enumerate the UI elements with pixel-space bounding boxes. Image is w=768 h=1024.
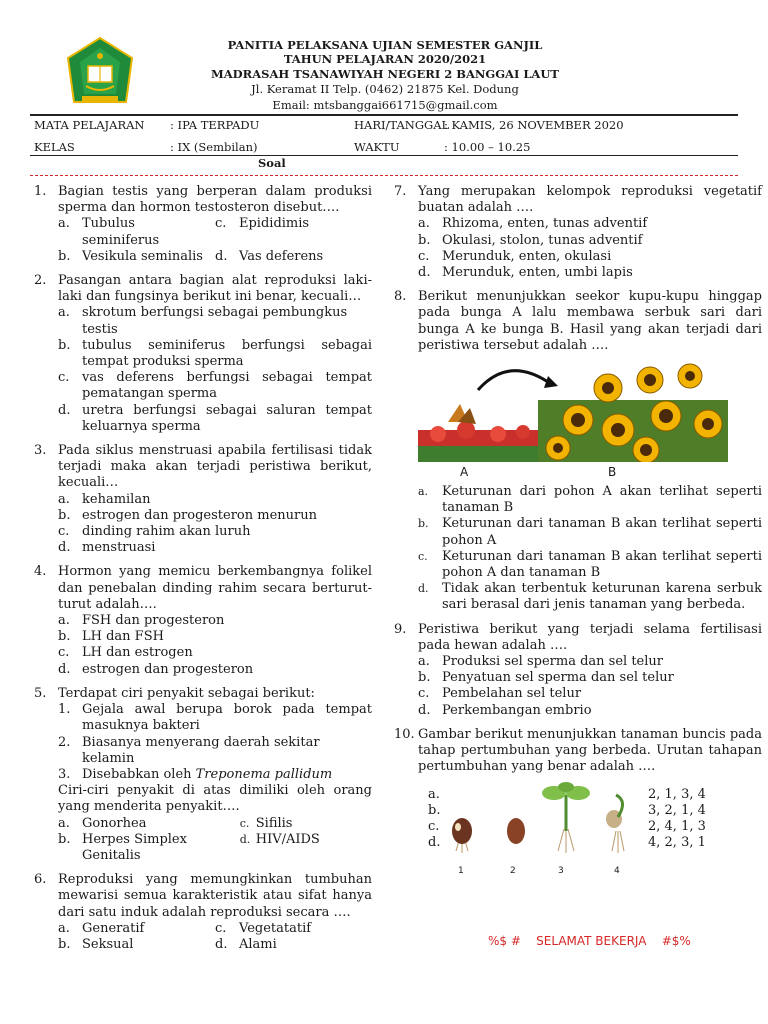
option-a[interactable]: a. Produksi sel sperma dan sel telur — [418, 654, 663, 670]
option-a[interactable]: a. Keturunan dari pohon A akan terlihat seperti tanaman B — [418, 484, 762, 516]
right-column — [394, 184, 762, 885]
option-c[interactable]: c. Sifilis — [239, 815, 293, 831]
class-value: : IX (Sembilan) — [170, 140, 258, 154]
feature-2: 2. Biasanya menyerang daerah sekitar kelamin — [58, 734, 320, 766]
question-number: 3. — [34, 443, 47, 459]
label-flower-a: A — [460, 465, 469, 480]
question-number: 10. — [394, 726, 415, 742]
option-d[interactable]: 4, 2, 3, 1 — [648, 835, 706, 851]
option-c[interactable]: 2, 4, 1, 3 — [648, 819, 706, 835]
option-c[interactable]: c. vas deferens berfungsi sebagai tempat pematangan sperma — [58, 370, 372, 402]
option-b[interactable]: b. estrogen dan progesteron menurun — [58, 507, 317, 523]
question-5 — [34, 686, 372, 864]
option-c[interactable]: c. dinding rahim akan luruh — [58, 524, 251, 540]
dashed-divider — [30, 175, 738, 176]
footer-greeting: %$ # SELAMAT BEKERJA #$% — [488, 934, 691, 948]
question-number: 1. — [34, 184, 47, 199]
answer-options — [648, 787, 706, 851]
feature-1: 1. Gejala awal berupa borok pada tempat masuknya bakteri — [58, 702, 372, 734]
option-d[interactable]: d. menstruasi — [58, 540, 156, 556]
header-address: Jl. Keramat II Telp. (0462) 21875 Kel. Dodung — [251, 82, 519, 96]
option-d[interactable]: d. Tidak akan terbentuk keturunan karena serbuk sari berasal dari jenis tanaman yang berbeda. — [418, 581, 762, 613]
option-a[interactable]: a. kehamilan — [58, 491, 151, 507]
option-a[interactable]: 2, 1, 3, 4 — [648, 787, 706, 803]
option-d[interactable]: d. Merunduk, enten, umbi lapis — [418, 265, 633, 281]
question-4 — [34, 564, 372, 677]
option-d[interactable]: d. HIV/AIDS — [239, 831, 320, 847]
left-column — [34, 184, 372, 961]
kemenag-logo — [64, 36, 136, 112]
header-email: Email: mtsbanggai661715@gmail.com — [272, 98, 498, 112]
question-number: 8. — [394, 289, 407, 305]
question-1 — [34, 184, 372, 265]
question-number: 4. — [34, 564, 47, 580]
question-text: Pasangan antara bagian alat reproduksi laki-laki dan fungsinya berikut ini benar, kecuali… — [58, 273, 372, 305]
option-b[interactable]: b. Okulasi, stolon, tunas adventif — [418, 232, 643, 248]
option-c[interactable]: c. Merunduk, enten, okulasi — [418, 248, 612, 264]
question-3 — [34, 443, 372, 556]
option-b[interactable]: b. Seksual — [58, 936, 134, 952]
option-c[interactable]: c. LH dan estrogen — [58, 645, 193, 661]
option-d[interactable]: d. Alami — [215, 936, 277, 952]
question-text: Gambar berikut menunjukkan tanaman buncis pada tahap pertumbuhan yang berbeda. Urutan tahapan pertumbuhan yang benar adalah …. — [418, 726, 762, 775]
header-divider — [30, 114, 738, 116]
option-d[interactable]: d. estrogen dan progesteron — [58, 661, 254, 677]
butterfly-sunflower-image — [418, 360, 728, 462]
question-text: Berikut menunjukkan seekor kupu-kupu hinggap pada bunga A lalu membawa serbuk sari dari bunga A ke bunga B. Hasil yang akan terjadi dari peristiwa tersebut adalah …. — [418, 289, 762, 353]
option-b[interactable]: b. Herpes Simplex Genitalis — [58, 831, 187, 863]
option-b[interactable]: b. LH dan FSH — [58, 629, 164, 645]
option-d[interactable]: d. Vas deferens — [215, 248, 324, 264]
question-number: 7. — [394, 184, 407, 199]
question-2 — [34, 273, 372, 435]
option-a[interactable]: a. Rhizoma, enten, tunas adventif — [418, 216, 648, 232]
option-b[interactable]: b. Keturunan dari tanaman B akan terlihat seperti pohon A — [418, 516, 762, 548]
header-school-year: TAHUN PELAJARAN 2020/2021 — [283, 52, 487, 66]
section-title: Soal — [258, 156, 286, 170]
date-label: HARI/TANGGAL — [354, 118, 450, 132]
question-7 — [394, 184, 762, 281]
option-b[interactable]: b. Penyatuan sel sperma dan sel telur — [418, 670, 674, 686]
option-b[interactable]: b. Vesikula seminalis — [58, 248, 203, 264]
question-number: 6. — [34, 872, 47, 888]
question-number: 2. — [34, 273, 47, 289]
date-value: : KAMIS, 26 NOVEMBER 2020 — [444, 118, 624, 132]
class-label: KELAS — [34, 140, 75, 154]
question-text-2: Ciri-ciri penyakit di atas dimiliki oleh orang yang menderita penyakit…. — [58, 783, 372, 815]
bean-growth-figure: a. b. c. d. 1 2 3 4 2, 1, 3, 4 3, 2, 1, 4 2, 4, 1, 3 4, 2, 3, 1 — [418, 781, 762, 877]
header-committee: PANITIA PELAKSANA UJIAN SEMESTER GANJIL — [227, 38, 543, 52]
subject-value: : IPA TERPADU — [170, 118, 260, 132]
question-8 — [394, 289, 762, 613]
question-6 — [34, 872, 372, 953]
question-text: Peristiwa berikut yang terjadi selama fertilisasi pada hewan adalah …. — [418, 621, 762, 653]
question-text: Pada siklus menstruasi apabila fertilisasi tidak terjadi maka akan terjadi peristiwa berikut, kecuali… — [58, 443, 372, 491]
subject-label: MATA PELAJARAN — [34, 118, 145, 132]
question-text: Reproduksi yang memungkinkan tumbuhan mewarisi semua karakteristik atau sifat hanya dari satu induk adalah reproduksi secara …. — [58, 872, 372, 920]
header-school-name: MADRASAH TSANAWIYAH NEGERI 2 BANGGAI LAUT — [211, 67, 559, 81]
question-text: Hormon yang memicu berkembangnya folikel dan penebalan dinding rahim secara berturut-turut adalah…. — [58, 564, 372, 612]
option-b[interactable]: 3, 2, 1, 4 — [648, 803, 706, 819]
option-a[interactable]: a. Gonorhea — [58, 815, 147, 831]
label-flower-b: B — [608, 465, 617, 480]
meta-divider — [30, 155, 738, 156]
question-text: Bagian testis yang berperan dalam produksi sperma dan hormon testosteron disebut…. — [58, 184, 372, 216]
option-a[interactable]: a. skrotum berfungsi sebagai pembungkus testis — [58, 305, 348, 337]
option-c[interactable]: c. Keturunan dari tanaman B akan terlihat seperti pohon A dan tanaman B — [418, 548, 762, 581]
option-a[interactable]: a. Generatif — [58, 920, 145, 936]
question-9 — [394, 622, 762, 719]
question-number: 5. — [34, 685, 47, 701]
option-c[interactable]: c. Vegetatatif — [215, 920, 312, 936]
bean-stages-image — [444, 781, 640, 861]
option-a[interactable]: a. Tubulus seminiferus — [58, 216, 160, 248]
option-d[interactable]: d. Perkembangan embrio — [418, 702, 592, 718]
option-d[interactable]: d. uretra berfungsi sebagai saluran tempat keluarnya sperma — [58, 402, 372, 434]
time-label: WAKTU — [354, 140, 400, 154]
question-10 — [394, 727, 762, 878]
question-text: Yang merupakan kelompok reproduksi vegetatif buatan adalah …. — [418, 184, 762, 216]
question-number: 9. — [394, 621, 407, 637]
question-text: Terdapat ciri penyakit sebagai berikut: — [58, 685, 315, 701]
option-a[interactable]: a. FSH dan progesteron — [58, 613, 225, 629]
option-c[interactable]: c. Pembelahan sel telur — [418, 686, 582, 702]
option-letters: a. b. c. d. — [428, 787, 441, 851]
option-c[interactable]: c. Epididimis — [215, 216, 310, 232]
feature-3: 3. Disebabkan oleh Treponema pallidum — [58, 766, 333, 782]
image-labels — [418, 464, 762, 478]
option-b[interactable]: b. tubulus seminiferus berfungsi sebagai tempat produksi sperma — [58, 337, 372, 370]
time-value: : 10.00 – 10.25 — [444, 140, 531, 154]
